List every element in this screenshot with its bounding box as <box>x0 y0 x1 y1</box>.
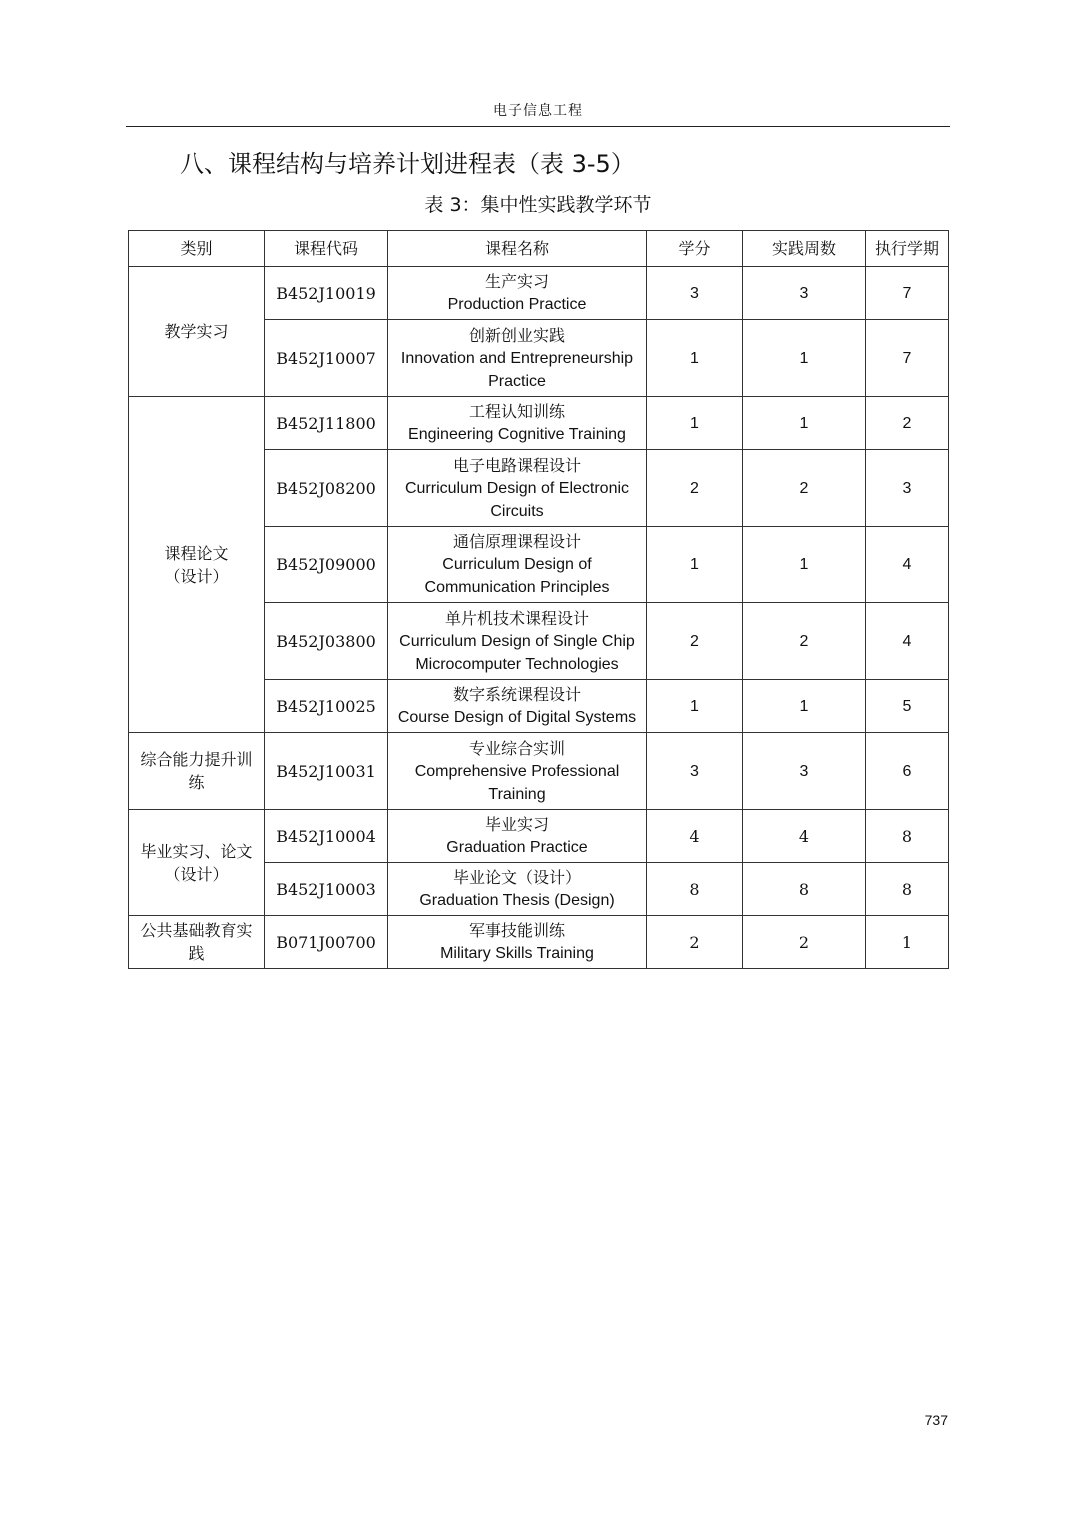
semester: 6 <box>866 733 949 810</box>
course-name <box>388 916 647 969</box>
course-name-cn: 电子电路课程设计 <box>452 455 581 475</box>
course-name-cn: 数字系统课程设计 <box>452 685 581 704</box>
course-code: B452J09000 <box>265 527 388 603</box>
course-name-cn: 通信原理课程设计 <box>452 532 581 551</box>
course-name-en: Military Skills Training <box>440 945 594 962</box>
course-name-cn: 毕业实习 <box>484 815 549 834</box>
course-code: B452J10025 <box>265 680 388 733</box>
category-cell: 毕业实习、论文（设计） <box>129 810 265 916</box>
course-code: B071J00700 <box>265 916 388 969</box>
table-row <box>129 397 949 450</box>
course-code: B452J10031 <box>265 733 388 810</box>
practice-weeks: 1 <box>743 680 866 733</box>
credits: 2 <box>647 603 743 680</box>
table-row <box>129 733 949 810</box>
credits: 1 <box>647 320 743 397</box>
course-name-cn: 毕业论文（设计） <box>452 868 581 887</box>
course-name-cn: 专业综合实训 <box>468 738 565 758</box>
course-name <box>388 397 647 450</box>
practice-weeks: 4 <box>743 810 866 863</box>
course-name <box>388 267 647 320</box>
course-code: B452J10019 <box>265 267 388 320</box>
practice-weeks: 3 <box>743 267 866 320</box>
course-name <box>388 810 647 863</box>
credits: 1 <box>647 527 743 603</box>
course-name-en: Curriculum Design of Single Chip Microcomputer Technologies <box>399 632 635 673</box>
table-row <box>129 916 949 969</box>
credits: 2 <box>647 450 743 527</box>
running-header: 电子信息工程 <box>126 100 950 127</box>
semester: 4 <box>866 603 949 680</box>
column-header-semester: 执行学期 <box>866 231 949 267</box>
course-name <box>388 603 647 680</box>
table-title: 表 3：集中性实践教学环节 <box>424 194 652 216</box>
credits: 1 <box>647 680 743 733</box>
semester: 5 <box>866 680 949 733</box>
course-name-en: Curriculum Design of Communication Principles <box>424 556 610 596</box>
page-number: 737 <box>924 1412 948 1428</box>
practice-weeks: 1 <box>743 397 866 450</box>
practice-weeks: 1 <box>743 320 866 397</box>
category-cell: 课程论文（设计） <box>129 397 265 733</box>
practice-weeks: 8 <box>743 863 866 916</box>
semester: 7 <box>866 267 949 320</box>
course-code: B452J08200 <box>265 450 388 527</box>
practice-plan-table <box>128 230 949 969</box>
course-name-en: Innovation and Entrepreneurship Practice <box>400 349 634 390</box>
section-title: 八、课程结构与培养计划进程表（表 3-5） <box>180 150 635 178</box>
semester: 4 <box>866 527 949 603</box>
course-code: B452J11800 <box>265 397 388 450</box>
semester: 1 <box>866 916 949 969</box>
course-name-en: Curriculum Design of Electronic Circuits <box>404 479 630 520</box>
table-row <box>129 810 949 863</box>
practice-weeks: 2 <box>743 603 866 680</box>
column-header-weeks: 实践周数 <box>743 231 866 267</box>
credits: 4 <box>647 810 743 863</box>
course-code: B452J10004 <box>265 810 388 863</box>
semester: 2 <box>866 397 949 450</box>
course-name-en: Comprehensive Professional Training <box>414 762 620 803</box>
category-cell: 教学实习 <box>129 267 265 397</box>
credits: 2 <box>647 916 743 969</box>
credits: 8 <box>647 863 743 916</box>
course-name-en: Graduation Practice <box>446 839 588 856</box>
column-header-code: 课程代码 <box>265 231 388 267</box>
course-name-cn: 生产实习 <box>484 272 549 291</box>
course-name-en: Course Design of Digital Systems <box>397 709 637 726</box>
course-name-cn: 军事技能训练 <box>468 921 565 940</box>
practice-weeks: 2 <box>743 450 866 527</box>
table-header-row <box>129 231 949 267</box>
column-header-name: 课程名称 <box>388 231 647 267</box>
practice-weeks: 3 <box>743 733 866 810</box>
course-name <box>388 863 647 916</box>
course-name-en: Graduation Thesis (Design) <box>419 892 615 909</box>
course-name-cn: 单片机技术课程设计 <box>444 608 589 628</box>
column-header-category: 类别 <box>129 231 265 267</box>
course-code: B452J10007 <box>265 320 388 397</box>
category-cell: 公共基础教育实践 <box>129 916 265 969</box>
semester: 3 <box>866 450 949 527</box>
category-cell: 综合能力提升训练 <box>129 733 265 810</box>
credits: 1 <box>647 397 743 450</box>
course-name-cn: 创新创业实践 <box>468 325 565 345</box>
column-header-credits: 学分 <box>647 231 743 267</box>
course-code: B452J03800 <box>265 603 388 680</box>
table-row <box>129 267 949 320</box>
course-name-en: Engineering Cognitive Training <box>408 426 626 443</box>
practice-weeks: 1 <box>743 527 866 603</box>
course-name-cn: 工程认知训练 <box>468 402 565 421</box>
semester: 8 <box>866 810 949 863</box>
semester: 8 <box>866 863 949 916</box>
course-name <box>388 680 647 733</box>
course-name <box>388 450 647 527</box>
course-name-en: Production Practice <box>447 296 587 313</box>
course-name <box>388 320 647 397</box>
course-name <box>388 527 647 603</box>
credits: 3 <box>647 267 743 320</box>
course-code: B452J10003 <box>265 863 388 916</box>
credits: 3 <box>647 733 743 810</box>
course-name <box>388 733 647 810</box>
practice-weeks: 2 <box>743 916 866 969</box>
semester: 7 <box>866 320 949 397</box>
